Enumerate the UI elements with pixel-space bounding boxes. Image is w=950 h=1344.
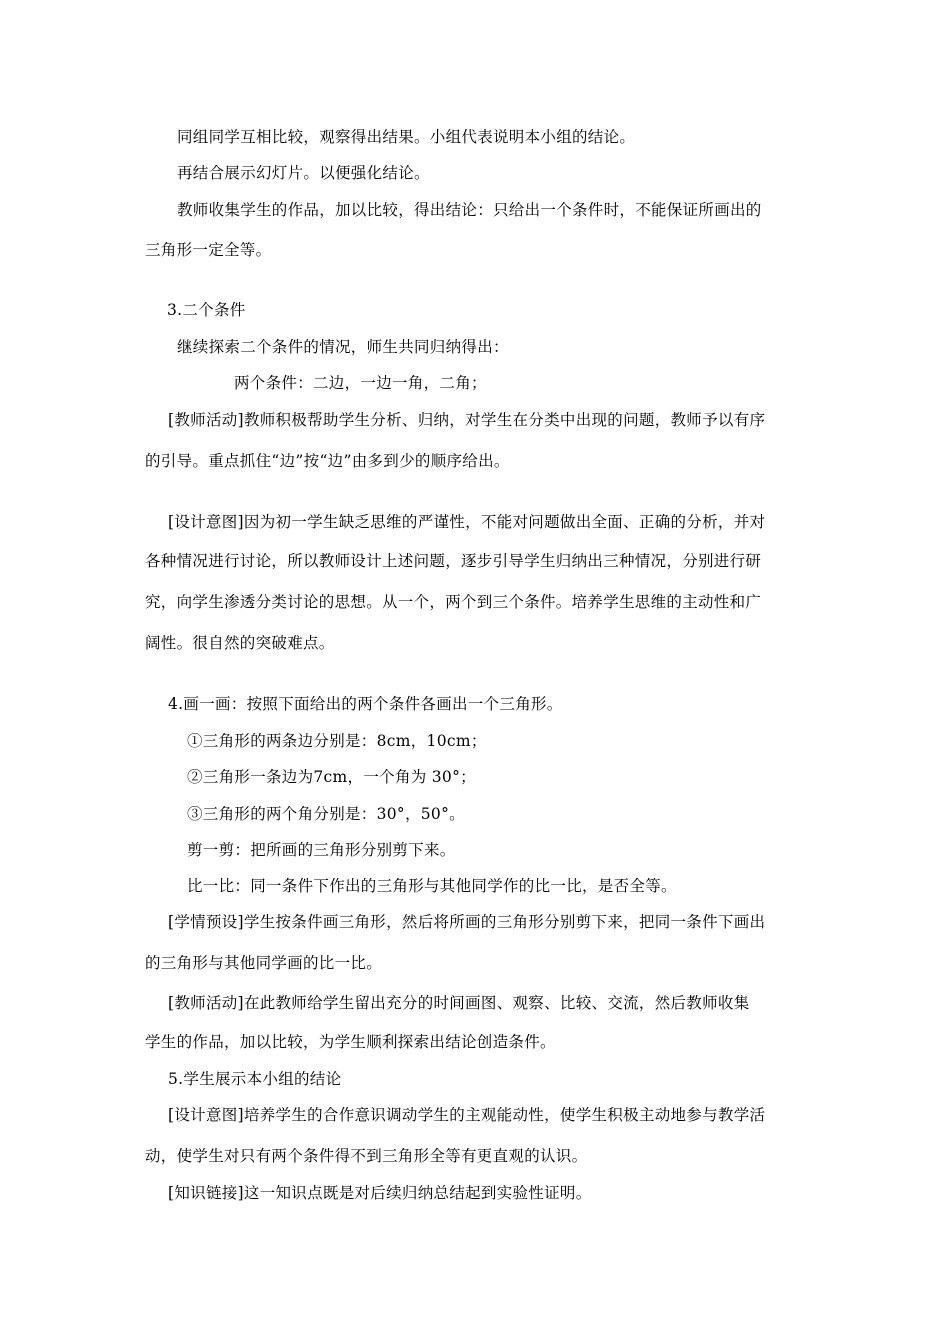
paragraph-line: 再结合展示幻灯片。以便强化结论。	[177, 164, 430, 182]
paragraph-line: 比一比：同一条件下作出的三角形与其他同学作的比一比，是否全等。	[187, 877, 677, 895]
paragraph-line: [知识链接]这一知识点既是对后续归纳总结起到实验性证明。	[168, 1184, 592, 1202]
paragraph-line: 继续探索二个条件的情况，师生共同归纳得出：	[177, 338, 509, 356]
paragraph-line: [设计意图]因为初一学生缺乏思维的严谨性，不能对问题做出全面、正确的分析，并对	[168, 513, 766, 531]
paragraph-line: 各种情况进行讨论，所以教师设计上述问题，逐步引导学生归纳出三种情况，分别进行研	[145, 552, 762, 570]
paragraph-line: 学生的作品，加以比较，为学生顺利探索出结论创造条件。	[145, 1033, 556, 1051]
list-item: ①三角形的两条边分别是：8cm，10cm；	[187, 732, 487, 750]
paragraph-line: 动，使学生对只有两个条件得不到三角形全等有更直观的认识。	[145, 1147, 588, 1165]
list-item: ③三角形的两个角分别是：30°，50°。	[187, 805, 465, 823]
paragraph-line: 阔性。很自然的突破难点。	[145, 634, 335, 652]
paragraph-line: [设计意图]培养学生的合作意识调动学生的主观能动性，使学生积极主动地参与教学活	[168, 1106, 766, 1124]
paragraph-line: 究，向学生渗透分类讨论的思想。从一个，两个到三个条件。培养学生思维的主动性和广	[145, 593, 762, 611]
paragraph-line: 的引导。重点抓住“边”按“边”由多到少的顺序给出。	[145, 452, 510, 470]
section-heading: 3.二个条件	[167, 301, 246, 319]
paragraph-line: 教师收集学生的作品，加以比较，得出结论：只给出一个条件时，不能保证所画出的	[177, 201, 762, 219]
paragraph-line: 同组同学互相比较，观察得出结果。小组代表说明本小组的结论。	[177, 128, 636, 146]
paragraph-line: 两个条件：二边，一边一角，二角；	[234, 374, 487, 392]
section-heading: 4.画一画：按照下面给出的两个条件各画出一个三角形。	[168, 695, 563, 713]
paragraph-line: [教师活动]教师积极帮助学生分析、归纳，对学生在分类中出现的问题，教师予以有序	[168, 411, 766, 429]
section-heading: 5.学生展示本小组的结论	[168, 1070, 342, 1088]
list-item: ②三角形一条边为7cm，一个角为 30°；	[187, 768, 476, 786]
paragraph-line: [学情预设]学生按条件画三角形，然后将所画的三角形分别剪下来，把同一条件下画出	[168, 913, 766, 931]
paragraph-line: 的三角形与其他同学画的比一比。	[145, 954, 383, 972]
paragraph-line: 剪一剪：把所画的三角形分别剪下来。	[187, 841, 456, 859]
paragraph-line: 三角形一定全等。	[145, 241, 272, 259]
paragraph-line: [教师活动]在此教师给学生留出充分的时间画图、观察、比较、交流，然后教师收集	[168, 994, 750, 1012]
